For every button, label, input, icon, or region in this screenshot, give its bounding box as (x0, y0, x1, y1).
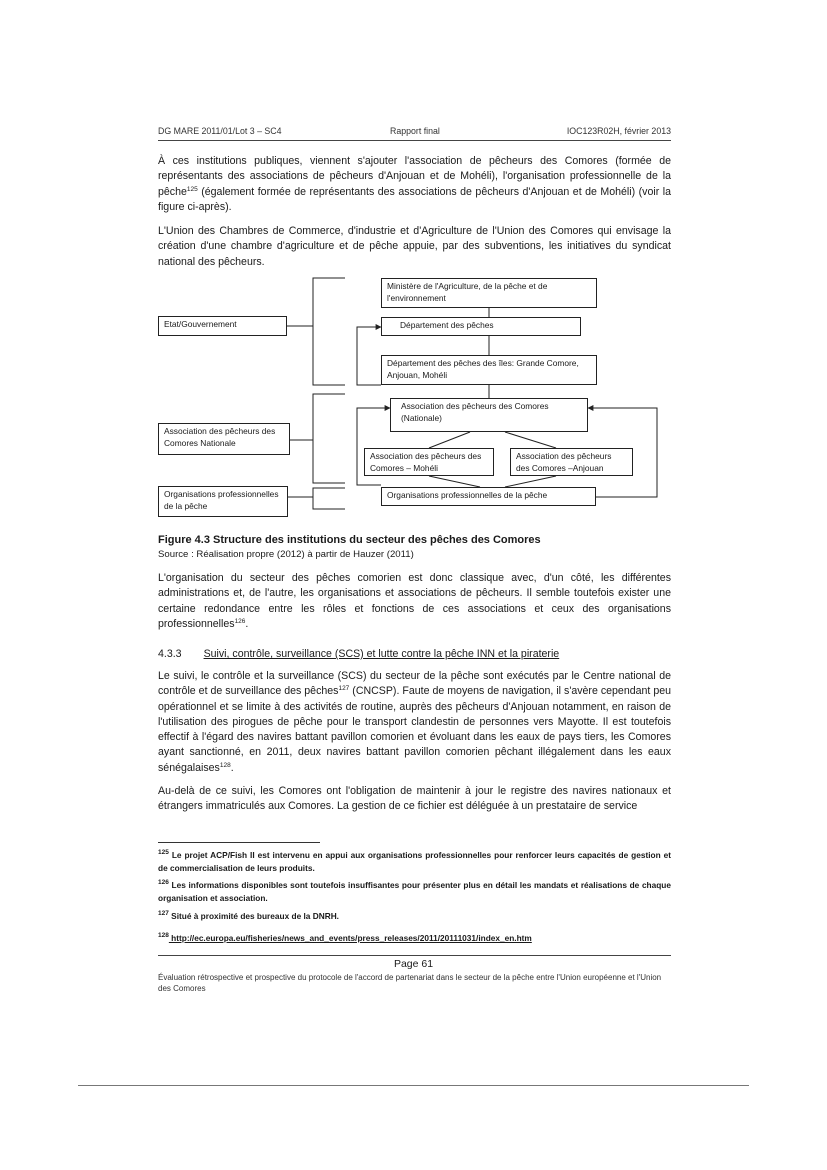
node-anjouan-association: Association des pêcheurs des Comores –Anjouan (510, 448, 633, 476)
node-national-association: Association des pêcheurs des Comores (Nationale) (390, 398, 588, 432)
node-fisheries-department: Département des pêches (381, 317, 581, 336)
footnote-125: $^{125}$ Le projet ACP/Fish II est intervenu en appui aux organisations professionnelles pour renforcer leurs capacités de gestion et de commercialisation de leurs produits. (158, 849, 671, 873)
section-heading (158, 648, 559, 660)
label-professional-organisations: Organisations professionnelles de la pêche (158, 486, 288, 517)
footnote-127: $^{127}$ Situé à proximité des bureaux de la DNRH. (158, 910, 339, 921)
paragraph-scs: Le suivi, le contrôle et la surveillance (SCS) du secteur de la pêche sont exécutés par le Centre national de contrôle et de surveillance des pêches$^{127}$ (CNCSP). Faute de moyens de navigation, il s'avère cependant peu opérationnel et se limite à des activités de routine, auprès des pêcheurs d'Anjouan notamment, en raison de l'utilisation des pirogues de pêche pour le transport clandestin de personnes vers Mayotte. Il est toutefois effectif à l'égard des navires battant pavillon comorien et évoluant dans les eaux de pays tiers, les Comores ayant sanctionné, en 2011, deux navires battant pavillon comorien pêchant illégalement dans les eaux sénégalaises$^{128}$. (158, 670, 671, 774)
header-center: Rapport final (390, 126, 440, 136)
footnote-link[interactable]: http://ec.europa.eu/fisheries/news_and_events/press_releases/2011/20111031/index_en.htm (168, 933, 532, 943)
bottom-divider (78, 1085, 749, 1086)
figure-title: Figure 4.3 Structure des institutions du secteur des pêches des Comores (158, 534, 541, 546)
label-state: Etat/Gouvernement (158, 316, 287, 336)
footnote-ref-126[interactable]: 126 (234, 617, 246, 625)
paragraph-chambers: L'Union des Chambres de Commerce, d'industrie et d'Agriculture de l'Union des Comores qui envisage la création d'une chambre d'agriculture et de pêche appuie, par des subventions, les initiatives du syndicat national des pêcheurs. (158, 225, 671, 268)
footer-separator (158, 955, 671, 956)
footnote-separator (158, 842, 320, 843)
footer-note: Évaluation rétrospective et prospective du protocole de l'accord de partenariat dans le secteur de la pêche entre l'Union européenne et l'Union des Comores (158, 973, 662, 993)
section-number: 4.3.3 (158, 648, 182, 660)
footnote-ref-125[interactable]: 125 (186, 185, 198, 193)
paragraph-institutions: À ces institutions publiques, viennent s'ajouter l'association de pêcheurs des Comores (formée de représentants des associations de pêcheurs d'Anjouan et de Mohéli), l'organisation professionnelle de la pêche$^{125}$ (également formée de représentants des associations de pêcheurs d'Anjouan et de Mohéli) (voir la figure ci-après). (158, 155, 671, 213)
node-moheli-association: Association des pêcheurs des Comores – Mohéli (364, 448, 494, 476)
footnote-126: $^{126}$ Les informations disponibles sont toutefois insuffisantes pour présenter plus en détail les mandats et réalisations de chaque organisation et association. (158, 879, 671, 903)
figure-source: Source : Réalisation propre (2012) à partir de Hauzer (2011) (158, 549, 414, 560)
footnote-ref-128[interactable]: 128 (219, 761, 231, 769)
section-title: Suivi, contrôle, surveillance (SCS) et lutte contre la pêche INN et la piraterie (203, 648, 560, 660)
node-island-departments: Département des pêches des îles: Grande Comore, Anjouan, Mohéli (381, 355, 597, 385)
paragraph-registry: Au-delà de ce suivi, les Comores ont l'obligation de maintenir à jour le registre des navires nationaux et étrangers immatriculés aux Comores. La gestion de ce fichier est déléguée à un prestataire de service (158, 785, 671, 813)
page-number: Page 61 (393, 958, 434, 970)
paragraph-organisation: L'organisation du secteur des pêches comorien est donc classique avec, d'un côté, les différentes administrations et, de l'autre, les organisations et associations de pêcheurs. Il semble toutefois exister une certaine redondance entre les rôles et fonctions de ces associations et ceux des organisations professionnelles$^{126}$. (158, 572, 671, 630)
header-left: DG MARE 2011/01/Lot 3 – SC4 (158, 126, 282, 136)
header-right: IOC123R02H, février 2013 (566, 126, 671, 136)
footnote-ref-127[interactable]: 127 (338, 685, 350, 693)
node-professional-organisations: Organisations professionnelles de la pêche (381, 487, 596, 506)
label-national-association: Association des pêcheurs des Comores Nationale (158, 423, 290, 455)
footnote-128: $^{128}$ http://ec.europa.eu/fisheries/news_and_events/press_releases/2011/20111031/index_en.htm (158, 932, 532, 943)
node-ministry: Ministère de l'Agriculture, de la pêche et de l'environnement (381, 278, 597, 308)
